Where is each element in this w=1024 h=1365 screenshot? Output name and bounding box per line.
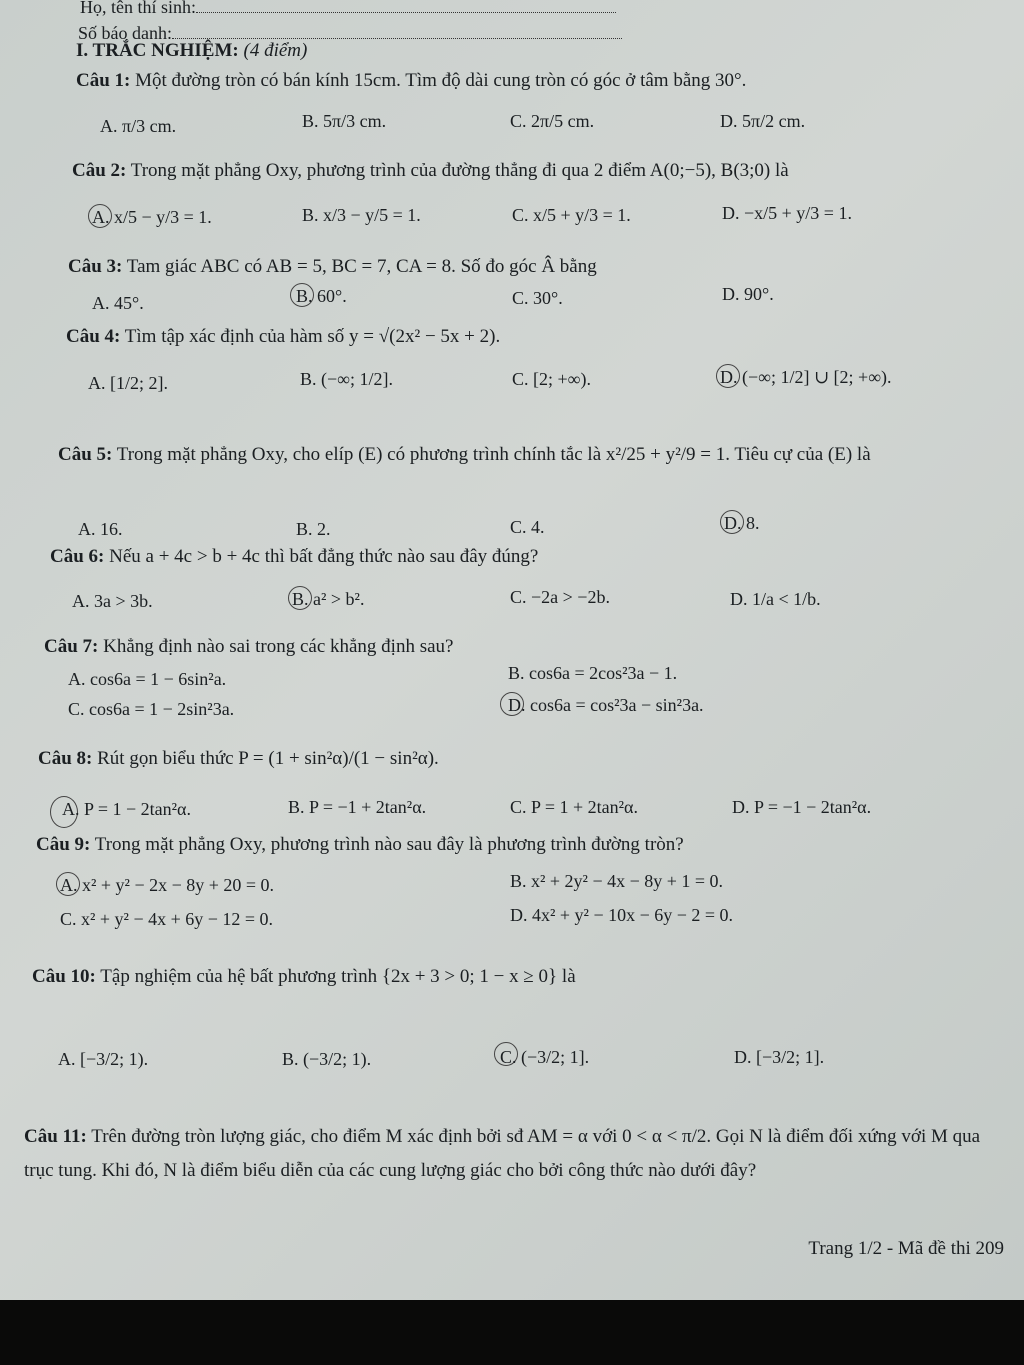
q7-option-c: C. cos6a = 1 − 2sin²3a. (68, 699, 235, 719)
q10-option-d: D. [−3/2; 1]. (734, 1047, 825, 1067)
q8-option-a: A. P = 1 − 2tan²α. (62, 799, 191, 819)
q8-option-b: B. P = −1 + 2tan²α. (288, 797, 427, 817)
q3-option-a: A. 45°. (92, 293, 144, 313)
q9-option-d: D. 4x² + y² − 10x − 6y − 2 = 0. (510, 905, 734, 925)
q7-option-a: A. cos6a = 1 − 6sin²a. (68, 669, 227, 689)
question-10: Câu 10: Tập nghiệm của hệ bất phương trình {2x + 3 > 0; 1 − x ≥ 0} là (32, 966, 576, 987)
q2-option-b: B. x/3 − y/5 = 1. (302, 205, 421, 225)
q1-option-b: B. 5π/3 cm. (302, 111, 387, 131)
q7-option-b: B. cos6a = 2cos²3a − 1. (508, 663, 678, 683)
q5-option-d: D. 8. (724, 513, 760, 533)
q2-option-a: A. x/5 − y/3 = 1. (92, 207, 212, 227)
section-title: I. TRẮC NGHIỆM: (4 điểm) (76, 40, 308, 61)
q10-option-a: A. [−3/2; 1). (58, 1049, 149, 1069)
question-6: Câu 6: Nếu a + 4c > b + 4c thì bất đẳng thức nào sau đây đúng? (50, 546, 539, 567)
q3-option-d: D. 90°. (722, 284, 774, 304)
question-11: Câu 11: Trên đường tròn lượng giác, cho điểm M xác định bởi sđ AM = α với 0 < α < π/2. Gọi N là điểm đối xứng với M qua trục tung. Khi đó, N là điểm biểu diễn của các cung lượng giác cho bởi công thức nào dưới đây? (24, 1126, 981, 1181)
page-footer: Trang 1/2 - Mã đề thi 209 (808, 1238, 1004, 1259)
desk-shadow (0, 1300, 1024, 1365)
question-5: Câu 5: Trong mặt phẳng Oxy, cho elíp (E) có phương trình chính tắc là x²/25 + y²/9 = 1. Tiêu cự của (E) là (58, 444, 871, 465)
q7-option-d: D. cos6a = cos²3a − sin²3a. (508, 695, 704, 715)
q5-option-a: A. 16. (78, 519, 123, 539)
name-line: Họ, tên thí sinh: (80, 0, 616, 18)
question-4: Câu 4: Tìm tập xác định của hàm số y = √(2x² − 5x + 2). (66, 326, 501, 347)
question-7: Câu 7: Khẳng định nào sai trong các khẳng định sau? (44, 636, 454, 657)
q4-option-d: D. (−∞; 1/2] ∪ [2; +∞). (720, 367, 892, 387)
q3-option-b: B. 60°. (296, 286, 347, 306)
q5-option-c: C. 4. (510, 517, 545, 537)
q6-option-c: C. −2a > −2b. (510, 587, 610, 607)
q8-option-c: C. P = 1 + 2tan²α. (510, 797, 638, 817)
q2-option-d: D. −x/5 + y/3 = 1. (722, 203, 852, 223)
q4-option-c: C. [2; +∞). (512, 369, 591, 389)
question-9: Câu 9: Trong mặt phẳng Oxy, phương trình nào sau đây là phương trình đường tròn? (36, 834, 684, 855)
q10-option-c: C. (−3/2; 1]. (500, 1047, 590, 1067)
question-3: Câu 3: Tam giác ABC có AB = 5, BC = 7, CA = 8. Số đo góc Â bằng (68, 256, 597, 277)
q1-option-d: D. 5π/2 cm. (720, 111, 806, 131)
q3-option-c: C. 30°. (512, 288, 563, 308)
question-8: Câu 8: Rút gọn biểu thức P = (1 + sin²α)/(1 − sin²α). (38, 748, 439, 769)
q10-option-b: B. (−3/2; 1). (282, 1049, 372, 1069)
q8-option-d: D. P = −1 − 2tan²α. (732, 797, 872, 817)
q4-option-b: B. (−∞; 1/2]. (300, 369, 393, 389)
q6-option-d: D. 1/a < 1/b. (730, 589, 821, 609)
q1-option-c: C. 2π/5 cm. (510, 111, 595, 131)
q9-option-c: C. x² + y² − 4x + 6y − 12 = 0. (60, 909, 274, 929)
q6-option-a: A. 3a > 3b. (72, 591, 153, 611)
question-1: Câu 1: Một đường tròn có bán kính 15cm. Tìm độ dài cung tròn có góc ở tâm bằng 30°. (76, 70, 747, 91)
q6-option-b: B. a² > b². (292, 589, 365, 609)
q2-option-c: C. x/5 + y/3 = 1. (512, 205, 631, 225)
q1-option-a: A. π/3 cm. (100, 116, 177, 136)
q9-option-b: B. x² + 2y² − 4x − 8y + 1 = 0. (510, 871, 724, 891)
q5-option-b: B. 2. (296, 519, 331, 539)
id-line: Số báo danh: (78, 22, 622, 44)
q9-option-a: A. x² + y² − 2x − 8y + 20 = 0. (60, 875, 275, 895)
q4-option-a: A. [1/2; 2]. (88, 373, 168, 393)
question-2: Câu 2: Trong mặt phẳng Oxy, phương trình của đường thẳng đi qua 2 điểm A(0;−5), B(3;0) là (72, 160, 789, 181)
